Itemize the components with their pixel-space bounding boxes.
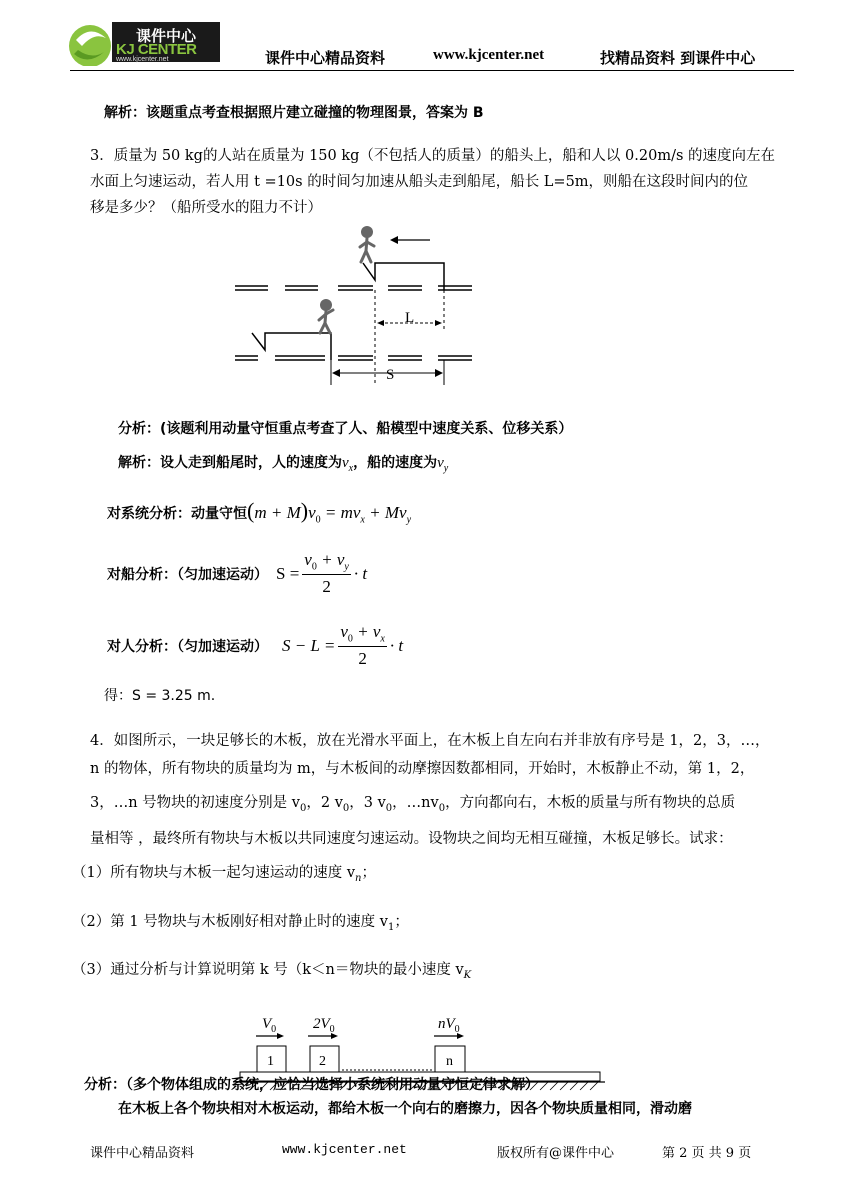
footer-page: 第 2 页 共 9 页 bbox=[662, 1146, 752, 1161]
eq-boat: 对船分析：（匀加速运动） S = $\frac{v_0 + v_y}{2}$ · t bbox=[107, 550, 368, 597]
p4-line4: 量相等 ，最终所有物块与木板以共同速度匀速运动。设物块之间均无相互碰撞，木板足够长。试求： bbox=[90, 831, 733, 847]
block-1: 1 bbox=[267, 1054, 274, 1069]
p3-jiexi: 解析：设人走到船尾时，人的速度为$v_x$，船的速度为$v_y$ bbox=[118, 455, 449, 474]
p4-q1: （1）所有物块与木板一起匀速运动的速度 $v_n$； bbox=[72, 865, 376, 884]
p4-line3: 3，…n 号物块的初速度分别是 $v_0$，2 $v_0$，3 $v_0$，$\dots nv_0$，方向都向右，木板的质量与所有物块的总质 bbox=[90, 795, 736, 814]
footer-site: www.kjcenter.net bbox=[282, 1142, 407, 1157]
p3-line3: 移是多少？（船所受水的阻力不计） bbox=[90, 200, 322, 216]
header-rule bbox=[70, 70, 794, 71]
block-2: 2 bbox=[319, 1054, 326, 1069]
p3-line1: 3．质量为 50 kg的人站在质量为 150 kg（不包括人的质量）的船头上，船和人以 0.20m/s 的速度向左在 bbox=[90, 148, 776, 164]
fig-v1: $V_0$ bbox=[262, 1016, 277, 1035]
eq-man: 对人分析：（匀加速运动） S − L = $\frac{v_0 + v_x}{2}$ · t bbox=[107, 622, 404, 669]
p3-fenxi: 分析：(该题利用动量守恒重点考查了人、船模型中速度关系、位移关系） bbox=[118, 421, 573, 437]
p4-line2: n 的物体，所有物块的质量均为 m，与木板间的动摩擦因数都相同，开始时，木板静止不动，第 1，2， bbox=[90, 761, 755, 777]
p2-analysis: 解析：该题重点考查根据照片建立碰撞的物理图景，答案为 B bbox=[104, 105, 484, 121]
footer-copyright: 版权所有@课件中心 bbox=[497, 1146, 615, 1161]
boat-figure bbox=[230, 220, 480, 385]
header-left: 课件中心精品资料 bbox=[265, 49, 386, 67]
logo-url: www.kjcenter.net bbox=[116, 56, 169, 63]
block-n: n bbox=[446, 1054, 453, 1069]
p4-q2: （2）第 1 号物块与木板刚好相对静止时的速度 $v_1$； bbox=[72, 914, 409, 933]
header-right: 找精品资料 到课件中心 bbox=[600, 49, 756, 67]
fig-v2: $2V_0$ bbox=[313, 1016, 335, 1035]
fig-label-L: L bbox=[405, 310, 415, 326]
footer-left: 课件中心精品资料 bbox=[90, 1146, 195, 1161]
site-logo bbox=[64, 20, 222, 66]
fig-label-S: S bbox=[386, 367, 395, 383]
logo-cn: 课件中心 bbox=[136, 27, 197, 45]
logo-en: KJ CENTER bbox=[116, 41, 197, 58]
p3-result: 得：S = 3.25 m. bbox=[104, 688, 216, 704]
p4-line1: 4．如图所示，一块足够长的木板，放在光滑水平面上，在木板上自左向右并非放有序号是 1，2，3，…， bbox=[90, 733, 770, 749]
p4-last: 在木板上各个物块相对木板运动，都给木板一个向右的磨擦力，因各个物块质量相同，滑动磨 bbox=[118, 1101, 692, 1117]
p4-fenxi: 分析：（多个物体组成的系统，应恰当选择小系统利用动量守恒定律求解） bbox=[84, 1077, 539, 1093]
p4-q3: （3）通过分析与计算说明第 k 号（k＜n＝物块的最小速度 $v_K$ bbox=[72, 962, 472, 981]
eq-system: 对系统分析：动量守恒$(m + M)v_0 = mv_x + Mv_y$ bbox=[107, 498, 412, 526]
header-site: www.kjcenter.net bbox=[433, 47, 545, 63]
p3-line2: 水面上匀速运动，若人用 t =10s 的时间匀加速从船头走到船尾，船长 L=5m，则船在这段时间内的位 bbox=[90, 174, 749, 190]
fig-vn: $nV_0$ bbox=[438, 1016, 460, 1035]
